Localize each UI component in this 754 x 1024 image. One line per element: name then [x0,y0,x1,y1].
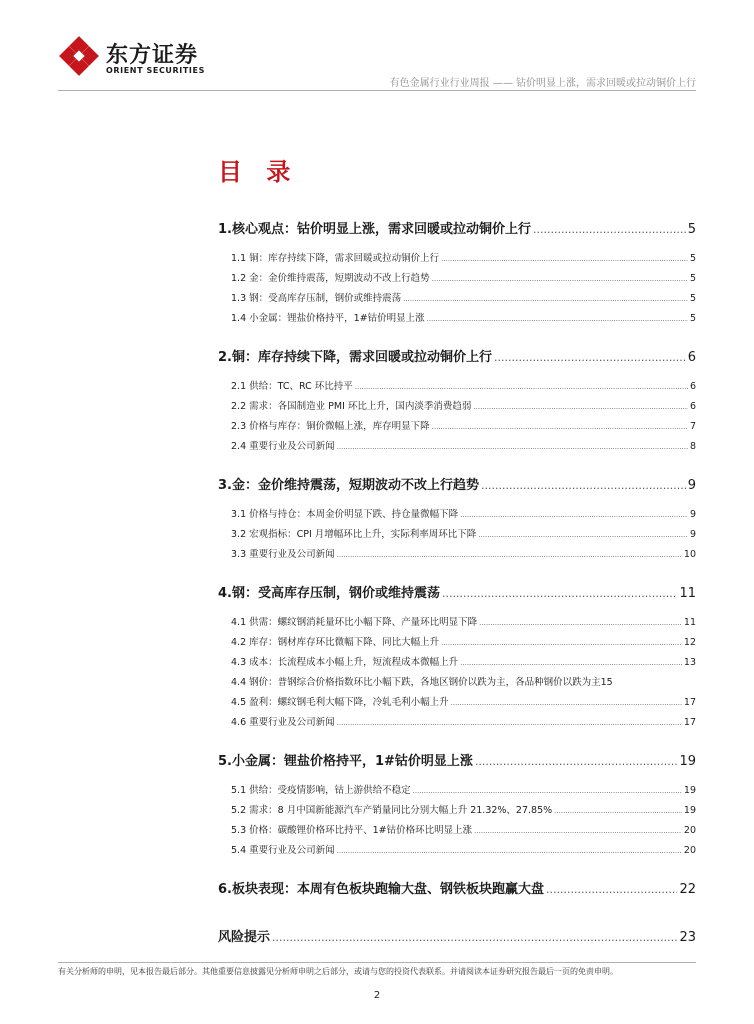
toc-item-2-3[interactable]: 2.3 价格与库存：铜价微幅上涨，库存明显下降 ..... 7 [231,418,696,438]
toc-item-5-1[interactable]: 5.1 供给：受疫情影响，钴上游供给不稳定 ..... 19 [231,782,696,802]
toc-item-1-2[interactable]: 1.2 金：金价维持震荡，短期波动不改上行趋势 ..... 5 [231,270,696,290]
header-divider [58,90,696,91]
report-header-title: 有色金属行业行业周报 —— 钴价明显上涨，需求回暖或拉动铜价上行 [389,78,696,89]
toc-section-1[interactable]: 1.核心观点：钴价明显上涨，需求回暖或拉动铜价上行 ..... 5 [218,218,696,244]
toc-item-4-2[interactable]: 4.2 库存：钢材库存环比微幅下降、同比大幅上升 ..... 12 [231,634,696,654]
toc-item-3-1[interactable]: 3.1 价格与持仓：本周金价明显下跌、持仓量微幅下降 ..... 9 [231,506,696,526]
company-logo [58,34,218,84]
toc-section-2[interactable]: 2.铜：库存持续下降，需求回暖或拉动铜价上行 ..... 6 [218,346,696,372]
logo-chinese-name: 东方证券 [106,43,199,68]
toc-item-5-3[interactable]: 5.3 价格：碳酸锂价格环比持平、1#钴价格环比明显上涨 ..... 20 [231,822,696,842]
toc-item-5-2[interactable]: 5.2 需求：8 月中国新能源汽车产销量同比分别大幅上升 21.32%、27.85% ..... 19 [231,802,696,822]
toc-item-4-6[interactable]: 4.6 重要行业及公司新闻 ..... 17 [231,714,696,734]
toc-item-5-4[interactable]: 5.4 重要行业及公司新闻 ..... 20 [231,842,696,862]
toc-item-2-2[interactable]: 2.2 需求：各国制造业 PMI 环比上升，国内淡季消费趋弱 ..... 6 [231,398,696,418]
toc-heading: 目 录 [218,158,299,186]
footer-disclaimer: 有关分析师的申明，见本报告最后部分。其他重要信息披露见分析师申明之后部分，或请与您的投资代表联系。并请阅读本证券研究报告最后一页的免责申明。 [58,967,618,976]
toc-item-1-1[interactable]: 1.1 铜：库存持续下降，需求回暖或拉动铜价上行 ..... 5 [231,250,696,270]
logo-english-name: ORIENT SECURITIES [106,66,205,75]
toc-section-risk[interactable]: 风险提示 ..... 23 [218,926,696,952]
footer-divider [58,962,696,963]
toc-item-1-4[interactable]: 1.4 小金属：锂盐价格持平，1#钴价明显上涨 ..... 5 [231,310,696,330]
toc-item-1-3[interactable]: 1.3 钢：受高库存压制，钢价或维持震荡 ..... 5 [231,290,696,310]
toc-section-4[interactable]: 4.钢：受高库存压制，钢价或维持震荡 ..... 11 [218,582,696,608]
toc-item-3-2[interactable]: 3.2 宏观指标：CPI 月增幅环比上升，实际利率周环比下降 ..... 9 [231,526,696,546]
toc-item-4-1[interactable]: 4.1 供需：螺纹钢消耗量环比小幅下降、产量环比明显下降 ..... 11 [231,614,696,634]
toc-item-4-4[interactable]: 4.4 钢价：普钢综合价格指数环比小幅下跌，各地区钢价以跌为主，各品种钢价以跌为主 15 [231,677,613,688]
toc-section-6[interactable]: 6.板块表现：本周有色板块跑输大盘、钢铁板块跑赢大盘 ..... 22 [218,878,696,904]
page-number: 2 [373,990,381,1001]
toc-item-2-1[interactable]: 2.1 供给：TC、RC 环比持平 ..... 6 [231,378,696,398]
table-of-contents [218,218,696,958]
toc-item-4-3[interactable]: 4.3 成本：长流程成本小幅上升，短流程成本微幅上升 ..... 13 [231,654,696,674]
orient-securities-logo-icon [58,34,100,76]
toc-item-3-3[interactable]: 3.3 重要行业及公司新闻 ..... 10 [231,546,696,566]
toc-item-4-5[interactable]: 4.5 盈利：螺纹钢毛利大幅下降，冷轧毛利小幅上升 ..... 17 [231,694,696,714]
toc-section-3[interactable]: 3.金：金价维持震荡，短期波动不改上行趋势 ..... 9 [218,474,696,500]
toc-item-2-4[interactable]: 2.4 重要行业及公司新闻 ..... 8 [231,438,696,458]
toc-section-5[interactable]: 5.小金属：锂盐价格持平，1#钴价明显上涨 ..... 19 [218,750,696,776]
